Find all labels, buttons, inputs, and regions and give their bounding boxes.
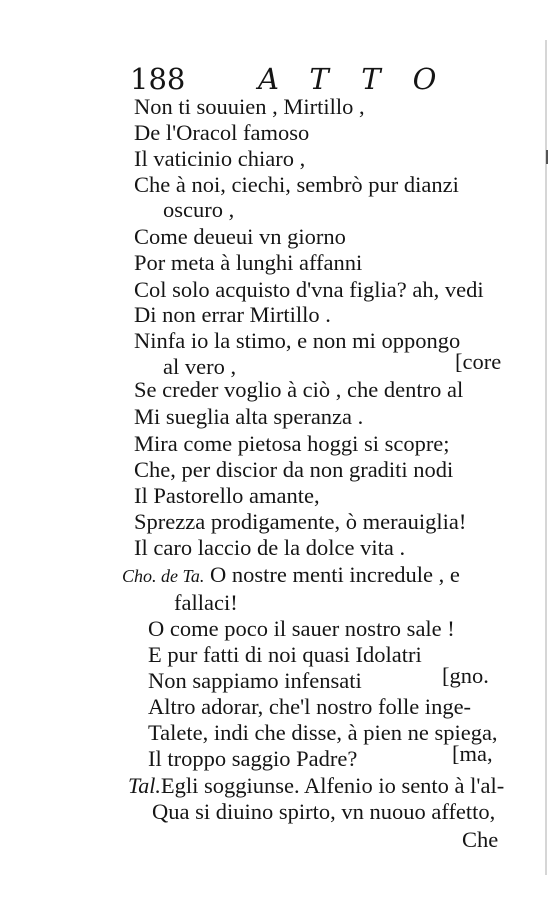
verse-line: Ninfa io la stimo, e non mi oppongo xyxy=(134,328,461,353)
verse-line: Di non errar Mirtillo . xyxy=(134,302,331,327)
turnover-word: [core xyxy=(455,349,502,374)
verse-line: oscuro , xyxy=(163,197,235,222)
page-number: 188 xyxy=(130,62,186,96)
verse-line: Non ti souuien , Mirtillo , xyxy=(134,94,365,119)
verse-line: Altro adorar, che'l nostro folle inge- xyxy=(148,694,472,719)
verse-line: Che, per discior da non graditi nodi xyxy=(134,457,454,482)
verse-line: Mira come pietosa hoggi si scopre; xyxy=(134,431,450,456)
verse-line: Il vaticinio chiaro , xyxy=(134,146,306,171)
verse-line: Se creder voglio à ciò , che dentro al xyxy=(134,377,464,402)
page-gutter-edge xyxy=(545,40,547,875)
catchword: Che xyxy=(462,827,499,852)
verse-line: E pur fatti di noi quasi Idolatri xyxy=(148,642,422,667)
verse-line: De l'Oracol famoso xyxy=(134,120,310,145)
verse-line: Il Pastorello amante, xyxy=(134,483,320,508)
verse-line-with-speaker xyxy=(122,561,460,590)
verse-line: Mi sueglia alta speranza . xyxy=(134,404,364,429)
verse-line: Talete, indi che disse, à pien ne spiega, xyxy=(148,720,498,745)
speaker-label: Tal. xyxy=(128,773,161,798)
verse-line: fallaci! xyxy=(174,590,238,615)
verse-line: Col solo acquisto d'vna figlia? ah, vedi xyxy=(134,277,484,302)
verse-line: Il caro laccio de la dolce vita . xyxy=(134,535,406,560)
verse-line: Qua si diuino spirto, vn nuouo affetto, xyxy=(152,799,496,824)
speech-text: Egli soggiunse. Alfenio io sento à l'al- xyxy=(160,773,505,798)
verse-line: Come deueui vn giorno xyxy=(134,224,346,249)
verse-line: Che à noi, ciechi, sembrò pur dianzi xyxy=(134,172,459,197)
turnover-word: [ma, xyxy=(452,741,493,766)
verse-line: O come poco il sauer nostro sale ! xyxy=(148,616,455,641)
verse-line: Por meta à lunghi affanni xyxy=(134,250,363,275)
speaker-label: Cho. de Ta. xyxy=(122,566,205,586)
verse-line: Sprezza prodigamente, ò merauiglia! xyxy=(134,509,467,534)
ink-speck xyxy=(546,150,548,164)
verse-line: al vero , xyxy=(163,354,237,379)
verse-line-with-speaker xyxy=(128,772,504,799)
running-title: ATTO xyxy=(258,62,469,96)
verse-line: Il troppo saggio Padre? xyxy=(148,746,358,771)
speech-text: O nostre menti incredule , e xyxy=(209,562,460,587)
turnover-word: [gno. xyxy=(442,663,489,688)
verse-line: Non sappiamo infensati xyxy=(148,668,362,693)
